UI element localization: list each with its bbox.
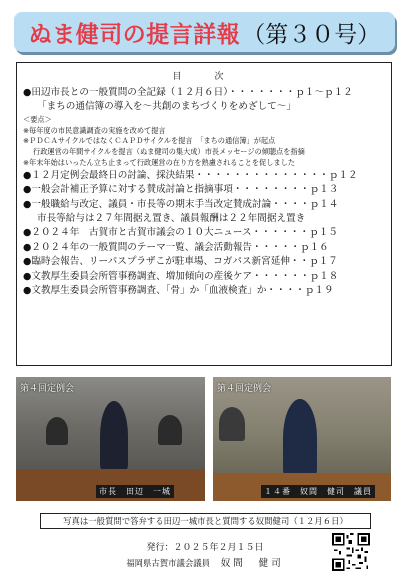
photo-label: 第４回定例会	[217, 384, 272, 394]
toc-item: ●文教厚生委員会所管事務調査、「骨」か「血液検査」か・・・・ｐ１９	[23, 285, 334, 297]
toc-item: ●一般会計補正予算に対する賛成討論と指摘事項・・・・・・・・ｐ１３	[23, 184, 339, 196]
background-person	[158, 415, 182, 445]
photo-label: 第４回定例会	[20, 384, 75, 394]
toc-note: ＜要点＞	[23, 114, 52, 124]
toc-note: 行政運営の年間サイクルを提言（ぬま健司の集大成）市長メッセージの傾聴点を指摘	[33, 147, 305, 157]
publisher-name: 奴間 健司	[220, 558, 284, 569]
photo-councilor	[213, 377, 391, 501]
publisher-org: 福岡県古賀市議会議員	[126, 558, 211, 568]
issue-number: （第３０号）	[242, 21, 381, 48]
toc-heading: 目 次	[172, 72, 236, 82]
toc-item: ●２０２４年 古賀市と古賀市議会の１０大ニュース・・・・・・ｐ１５	[23, 227, 338, 239]
photo-caption: 写真は一般質問で答弁する田辺一城市長と質問する奴間健司（１２月６日）	[40, 513, 371, 529]
qr-code-icon[interactable]	[332, 533, 370, 571]
toc-list	[23, 86, 385, 298]
toc-item: ●２０２４年の一般質問のテーマ一覧、議会活動報告・・・・・ｐ１６	[23, 241, 329, 253]
toc-subtitle: 「まちの通信簿の導入を～共創のまちづくりをめざして～」	[37, 101, 296, 113]
nameplate: 市長 田辺 一城	[96, 485, 174, 498]
toc-subtitle: 市長等給与は２７年間据え置き、議員報酬は２２年間据え置き	[37, 213, 306, 225]
toc-item: ●一般職給与改定、議員・市長等の期末手当改定賛成討論・・・・ｐ１４	[23, 198, 339, 210]
nameplate: １４番 奴間 健司 議員	[261, 485, 375, 498]
toc-note: ※年末年始はいったん立ち止まって行政運営の在り方を熟慮されることを促しました	[23, 158, 295, 167]
councilor-figure	[283, 399, 317, 477]
background-person	[46, 417, 68, 445]
mayor-figure	[100, 401, 128, 471]
toc-item: ●１２月定例会最終日の討論、採決結果・・・・・・・・・・・・・・ｐ１２	[23, 169, 358, 181]
toc-note: ※ＰＤＣＡサイクルではなくＣＡＰＤサイクルを提言 「まちの通信簿」が起点	[23, 136, 276, 146]
toc-item: ●臨時会報告、リーパスプラザこが駐車場、コガパス新宮延伸・・ｐ１７	[23, 256, 338, 268]
table-of-contents	[16, 62, 392, 366]
photo-mayor	[16, 377, 205, 501]
toc-note: ※毎年度の市民意識調査の実施を改めて提言	[23, 125, 166, 135]
toc-item: ●文教厚生委員会所管事務調査、増加傾向の産後ケア・・・・・・ｐ１８	[23, 270, 339, 282]
background-person	[219, 407, 245, 441]
toc-item: ●田辺市長との一般質問の全記録（１２月６日）・・・・・・・ｐ１～ｐ１２	[23, 87, 353, 98]
newsletter-title: ぬま健司の提言詳報	[28, 21, 241, 48]
title-banner	[14, 12, 395, 52]
issue-date: 発行：２０２５年２月１５日	[146, 543, 264, 553]
